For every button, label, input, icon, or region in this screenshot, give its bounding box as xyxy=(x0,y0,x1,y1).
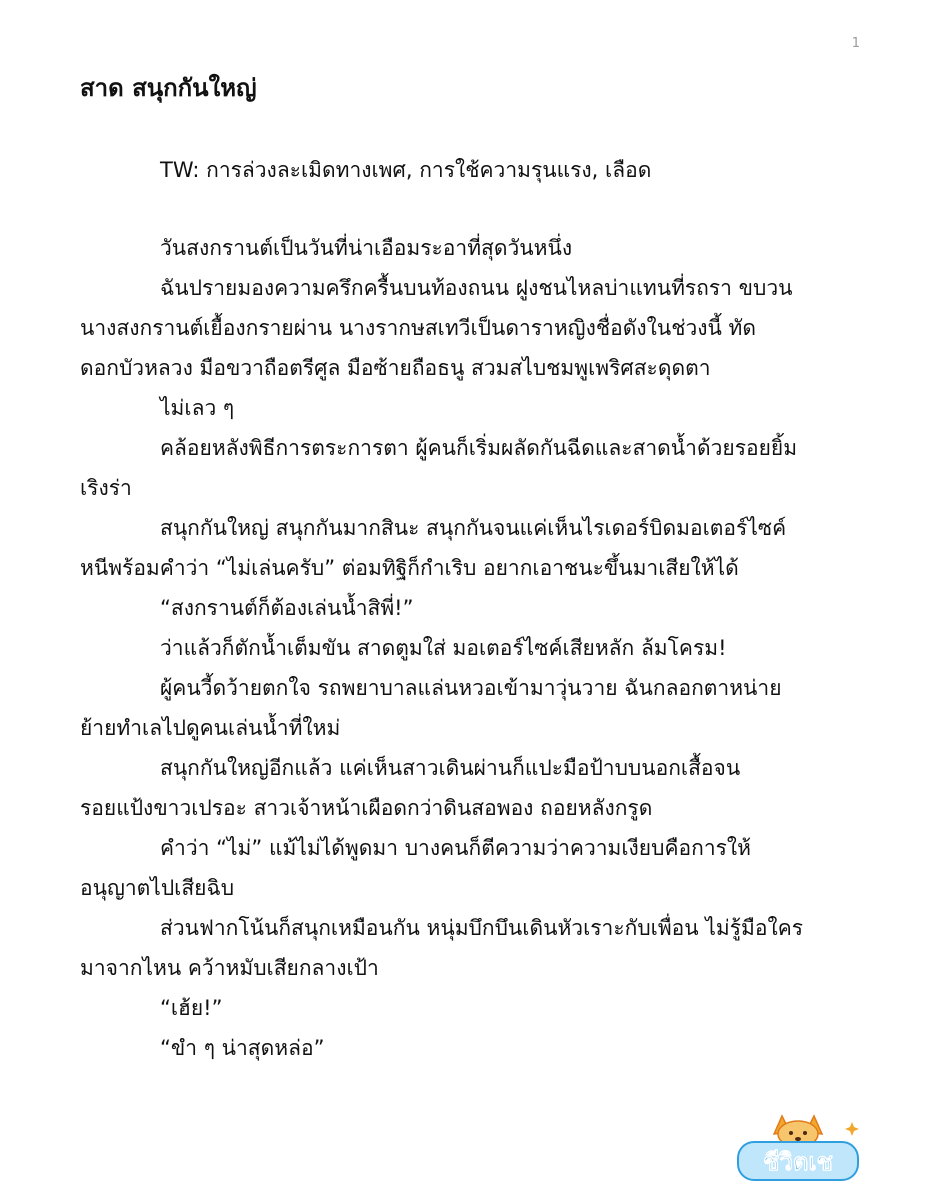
page-number: 1 xyxy=(851,36,860,51)
paragraph-line: สนุกกันใหญ่ สนุกกันมากสินะ สนุกกันจนแค่เห็นไรเดอร์บิดมอเตอร์ไซค์ xyxy=(160,516,787,540)
paragraph-line: มาจากไหน คว้าหมับเสียกลางเป้า xyxy=(80,956,379,980)
dialogue-line: “เฮ้ย!” xyxy=(160,996,223,1020)
paragraph-line: ผู้คนวี้ดว้ายตกใจ รถพยาบาลแล่นหวอเข้ามาวุ่นวาย ฉันกลอกตาหน่าย xyxy=(160,676,782,700)
paragraph-line: ฉันปรายมองความครึกครื้นบนท้องถนน ฝูงชนไหลบ่าแทนที่รถรา ขบวน xyxy=(160,276,793,300)
paragraph-line: ย้ายทำเลไปดูคนเล่นน้ำที่ใหม่ xyxy=(80,716,341,740)
fox-mascot-logo-icon xyxy=(728,1112,868,1186)
paragraph-line: คำว่า “ไม่” แม้ไม่ได้พูดมา บางคนก็ตีความว่าความเงียบคือการให้ xyxy=(160,836,751,860)
dialogue-line: “สงกรานต์ก็ต้องเล่นน้ำสิพี่!” xyxy=(160,596,414,620)
paragraph-line: คล้อยหลังพิธีการตระการตา ผู้คนก็เริ่มผลัดกันฉีดและสาดน้ำด้วยรอยยิ้ม xyxy=(160,436,798,460)
paragraph-line: ว่าแล้วก็ตักน้ำเต็มขัน สาดตูมใส่ มอเตอร์ไซค์เสียหลัก ล้มโครม! xyxy=(160,636,727,660)
paragraph-line: รอยแป้งขาวเปรอะ สาวเจ้าหน้าเผือดกว่าดินสอพอง ถอยหลังกรูด xyxy=(80,796,653,820)
logo-wordmark: ชีวิตเช xyxy=(763,1148,833,1176)
story-body xyxy=(80,228,860,1068)
paragraph-line: ส่วนฟากโน้นก็สนุกเหมือนกัน หนุ่มบึกบึนเดินหัวเราะกับเพื่อน ไม่รู้มือใคร xyxy=(160,916,804,940)
dialogue-line: “ขำ ๆ น่าสุดหล่อ” xyxy=(160,1036,325,1060)
paragraph-line: ดอกบัวหลวง มือขวาถือตรีศูล มือซ้ายถือธนู สวมสไบชมพูเพริศสะดุดตา xyxy=(80,356,711,380)
paragraph-line: สนุกกันใหญ่อีกแล้ว แค่เห็นสาวเดินผ่านก็แปะมือป้าบบนอกเสื้อจน xyxy=(160,756,741,780)
paragraph-line: ไม่เลว ๆ xyxy=(160,396,235,420)
paragraph-line: อนุญาตไปเสียฉิบ xyxy=(80,876,235,900)
paragraph-line: เริงร่า xyxy=(80,476,132,500)
story-title: สาด สนุกกันใหญ่ xyxy=(80,74,257,102)
trigger-warning: TW: การล่วงละเมิดทางเพศ, การใช้ความรุนแรง, เลือด xyxy=(160,158,652,182)
paragraph-line: หนีพร้อมคำว่า “ไม่เล่นครับ” ต่อมทิฐิก็กำเริบ อยากเอาชนะขึ้นมาเสียให้ได้ xyxy=(80,556,739,580)
paragraph-line: นางสงกรานต์เยื้องกรายผ่าน นางรากษสเทวีเป็นดาราหญิงชื่อดังในช่วงนี้ ทัด xyxy=(80,316,757,340)
paragraph-line: วันสงกรานต์เป็นวันที่น่าเอือมระอาที่สุดวันหนึ่ง xyxy=(160,236,573,260)
